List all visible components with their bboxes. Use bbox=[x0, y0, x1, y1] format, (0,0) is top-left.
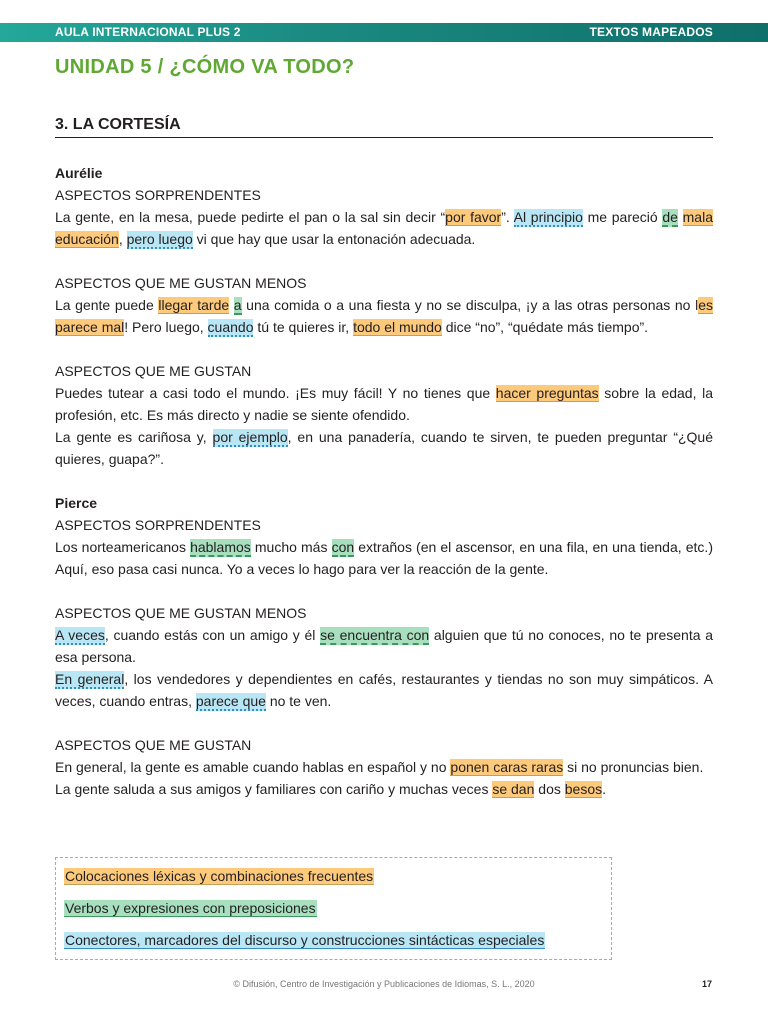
pierce-paragraph-likes-2: La gente saluda a sus amigos y familiares con cariño y muchas veces se dan dos besos. bbox=[55, 781, 606, 797]
highlight-collocation: es parece mal bbox=[55, 297, 713, 335]
pierce-paragraph-dislikes-2: En general, los vendedores y dependientes en cafés, restaurantes y tiendas no son muy simpáticos. A veces, cuando entras, parece que no te ven. bbox=[55, 671, 713, 709]
highlight-collocation: besos bbox=[564, 781, 603, 797]
highlight-collocation: llegar tarde bbox=[158, 297, 230, 313]
aurelie-heading-surprising: ASPECTOS SORPRENDENTES bbox=[55, 187, 261, 203]
author-pierce: Pierce bbox=[55, 495, 98, 511]
aurelie-paragraph-surprising: La gente, en la mesa, puede pedirte el pan o la sal sin decir “por favor”. Al principio me pareció de mala educación, pero luego vi que hay que usar la entonación adecuada. bbox=[55, 209, 713, 247]
highlight-collocation: hacer preguntas bbox=[495, 385, 599, 401]
highlight-preposition: se encuentra con bbox=[320, 627, 430, 643]
unit-title: UNIDAD 5 / ¿CÓMO VA TODO? bbox=[55, 56, 355, 78]
highlight-legend bbox=[55, 857, 612, 960]
aurelie-paragraph-likes-2: La gente es cariñosa y, por ejemplo, en una panadería, cuando te sirven, te pueden preguntar “¿Qué quieres, guapa?”. bbox=[55, 429, 713, 467]
highlight-preposition: a bbox=[233, 297, 242, 313]
text-body bbox=[55, 162, 713, 800]
highlight-preposition: hablamos bbox=[190, 539, 251, 555]
pierce-heading-dislikes: ASPECTOS QUE ME GUSTAN MENOS bbox=[55, 605, 307, 621]
section-title: 3. LA CORTESÍA bbox=[55, 116, 181, 133]
aurelie-heading-likes: ASPECTOS QUE ME GUSTAN bbox=[55, 363, 252, 379]
legend-item-prepositions: Verbos y expresiones con preposiciones bbox=[65, 900, 316, 916]
aurelie-paragraph-dislikes: La gente puede llegar tarde a una comida o a una fiesta y no se disculpa, ¡y a las otras personas no les parece mal! Pero luego, cuando tú te quieres ir, todo el mundo dice “no”, “quédate más tiempo”. bbox=[55, 297, 713, 335]
copyright-footer: © Difusión, Centro de Investigación y Publicaciones de Idiomas, S. L., 2020 bbox=[233, 979, 535, 989]
highlight-connector: parece que bbox=[195, 693, 266, 709]
highlight-preposition: con bbox=[331, 539, 355, 555]
highlight-collocation: por favor bbox=[445, 209, 502, 225]
section-label: TEXTOS MAPEADOS bbox=[589, 25, 713, 39]
legend-item-collocations: Colocaciones léxicas y combinaciones frecuentes bbox=[65, 868, 374, 884]
aurelie-paragraph-likes-1: Puedes tutear a casi todo el mundo. ¡Es muy fácil! Y no tienes que hacer preguntas sobre la edad, la profesión, etc. Es más directo y nadie se siente ofendido. bbox=[55, 385, 713, 423]
page-number: 17 bbox=[701, 979, 712, 989]
highlight-connector: pero luego bbox=[126, 231, 193, 247]
title-divider bbox=[55, 137, 713, 138]
author-aurelie: Aurélie bbox=[55, 165, 103, 181]
highlight-connector: Al principio bbox=[513, 209, 583, 225]
pierce-paragraph-surprising: Los norteamericanos hablamos mucho más con extraños (en el ascensor, en una fila, en una tienda, etc.) Aquí, eso pasa casi nunca. Yo a veces lo hago para ver la reacción de la gente. bbox=[55, 539, 713, 577]
pierce-paragraph-likes-1: En general, la gente es amable cuando hablas en español y no ponen caras raras si no pronuncias bien. bbox=[55, 759, 704, 775]
pierce-heading-surprising: ASPECTOS SORPRENDENTES bbox=[55, 517, 261, 533]
pierce-paragraph-dislikes-1: A veces, cuando estás con un amigo y él se encuentra con alguien que tú no conoces, no te presenta a esa persona. bbox=[55, 627, 713, 665]
book-title: AULA INTERNACIONAL PLUS 2 bbox=[55, 25, 241, 39]
legend-item-connectors: Conectores, marcadores del discurso y construcciones sintácticas especiales bbox=[65, 932, 545, 948]
highlight-collocation: mala educación bbox=[55, 209, 713, 247]
highlight-connector: A veces bbox=[55, 627, 105, 643]
pierce-heading-likes: ASPECTOS QUE ME GUSTAN bbox=[55, 737, 252, 753]
highlight-connector: cuando bbox=[207, 319, 254, 335]
highlight-collocation: todo el mundo bbox=[353, 319, 442, 335]
highlight-collocation: se dan bbox=[492, 781, 535, 797]
highlight-connector: En general bbox=[55, 671, 125, 687]
aurelie-heading-dislikes: ASPECTOS QUE ME GUSTAN MENOS bbox=[55, 275, 307, 291]
highlight-collocation: ponen caras raras bbox=[450, 759, 564, 775]
highlight-preposition: de bbox=[662, 209, 678, 225]
highlight-connector: por ejemplo bbox=[212, 429, 288, 445]
header-bar bbox=[0, 23, 768, 42]
